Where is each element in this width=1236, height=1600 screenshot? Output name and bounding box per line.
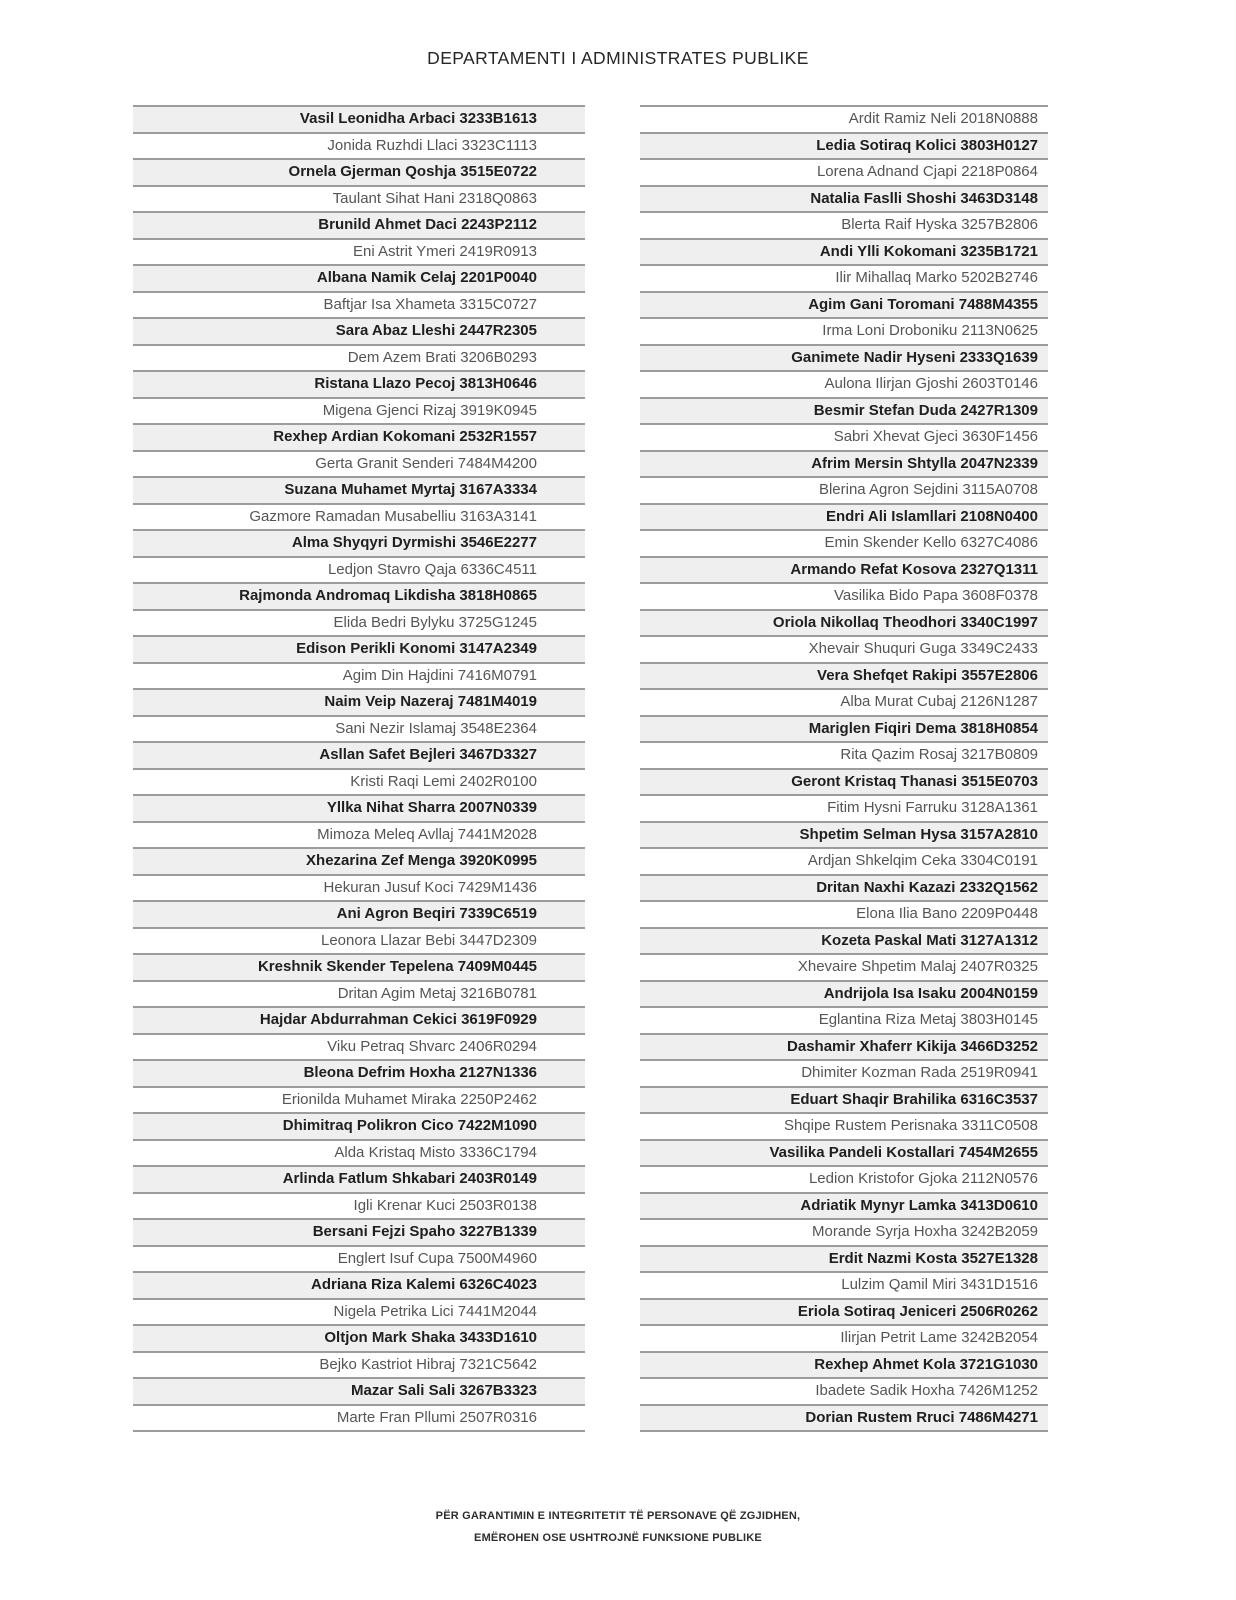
list-row: Erionilda Muhamet Miraka 2250P2462 — [133, 1088, 585, 1115]
list-row: Mazar Sali Sali 3267B3323 — [133, 1379, 585, 1406]
list-row: Shqipe Rustem Perisnaka 3311C0508 — [640, 1114, 1048, 1141]
list-row: Ledion Kristofor Gjoka 2112N0576 — [640, 1167, 1048, 1194]
list-row: Ilirjan Petrit Lame 3242B2054 — [640, 1326, 1048, 1353]
list-row: Edison Perikli Konomi 3147A2349 — [133, 637, 585, 664]
list-row: Shpetim Selman Hysa 3157A2810 — [640, 823, 1048, 850]
list-row: Lulzim Qamil Miri 3431D1516 — [640, 1273, 1048, 1300]
list-row: Sabri Xhevat Gjeci 3630F1456 — [640, 425, 1048, 452]
list-row: Mariglen Fiqiri Dema 3818H0854 — [640, 717, 1048, 744]
list-row: Erdit Nazmi Kosta 3527E1328 — [640, 1247, 1048, 1274]
page-title: DEPARTAMENTI I ADMINISTRATES PUBLIKE — [427, 48, 809, 68]
list-row: Nigela Petrika Lici 7441M2044 — [133, 1300, 585, 1327]
list-row: Ilir Mihallaq Marko 5202B2746 — [640, 266, 1048, 293]
list-row: Yllka Nihat Sharra 2007N0339 — [133, 796, 585, 823]
list-row: Adriatik Mynyr Lamka 3413D0610 — [640, 1194, 1048, 1221]
list-row: Mimoza Meleq Avllaj 7441M2028 — [133, 823, 585, 850]
list-row: Blerta Raif Hyska 3257B2806 — [640, 213, 1048, 240]
list-row: Bleona Defrim Hoxha 2127N1336 — [133, 1061, 585, 1088]
list-row: Ardit Ramiz Neli 2018N0888 — [640, 107, 1048, 134]
list-row: Bersani Fejzi Spaho 3227B1339 — [133, 1220, 585, 1247]
list-row: Gerta Granit Senderi 7484M4200 — [133, 452, 585, 479]
footer-line-1: PËR GARANTIMIN E INTEGRITETIT TË PERSONAVE QË ZGJIDHEN, — [435, 1510, 801, 1522]
list-row: Agim Gani Toromani 7488M4355 — [640, 293, 1048, 320]
list-row: Xhevair Shuquri Guga 3349C2433 — [640, 637, 1048, 664]
list-row: Migena Gjenci Rizaj 3919K0945 — [133, 399, 585, 426]
list-row: Naim Veip Nazeraj 7481M4019 — [133, 690, 585, 717]
list-row: Andrijola Isa Isaku 2004N0159 — [640, 982, 1048, 1009]
list-row: Englert Isuf Cupa 7500M4960 — [133, 1247, 585, 1274]
list-row: Ristana Llazo Pecoj 3813H0646 — [133, 372, 585, 399]
list-row: Hekuran Jusuf Koci 7429M1436 — [133, 876, 585, 903]
list-row: Kreshnik Skender Tepelena 7409M0445 — [133, 955, 585, 982]
list-row: Ganimete Nadir Hyseni 2333Q1639 — [640, 346, 1048, 373]
name-list-column-left — [133, 105, 585, 1432]
list-row: Dhimiter Kozman Rada 2519R0941 — [640, 1061, 1048, 1088]
list-row: Oltjon Mark Shaka 3433D1610 — [133, 1326, 585, 1353]
list-row: Natalia Faslli Shoshi 3463D3148 — [640, 187, 1048, 214]
list-row: Vera Shefqet Rakipi 3557E2806 — [640, 664, 1048, 691]
list-row: Adriana Riza Kalemi 6326C4023 — [133, 1273, 585, 1300]
list-row: Brunild Ahmet Daci 2243P2112 — [133, 213, 585, 240]
list-row: Suzana Muhamet Myrtaj 3167A3334 — [133, 478, 585, 505]
list-row: Ornela Gjerman Qoshja 3515E0722 — [133, 160, 585, 187]
list-row: Oriola Nikollaq Theodhori 3340C1997 — [640, 611, 1048, 638]
list-row: Endri Ali Islamllari 2108N0400 — [640, 505, 1048, 532]
list-row: Rita Qazim Rosaj 3217B0809 — [640, 743, 1048, 770]
list-row: Ardjan Shkelqim Ceka 3304C0191 — [640, 849, 1048, 876]
list-row: Viku Petraq Shvarc 2406R0294 — [133, 1035, 585, 1062]
list-row: Eni Astrit Ymeri 2419R0913 — [133, 240, 585, 267]
list-row: Xhevaire Shpetim Malaj 2407R0325 — [640, 955, 1048, 982]
list-row: Vasil Leonidha Arbaci 3233B1613 — [133, 107, 585, 134]
list-row: Kozeta Paskal Mati 3127A1312 — [640, 929, 1048, 956]
list-row: Armando Refat Kosova 2327Q1311 — [640, 558, 1048, 585]
list-row: Igli Krenar Kuci 2503R0138 — [133, 1194, 585, 1221]
list-row: Ani Agron Beqiri 7339C6519 — [133, 902, 585, 929]
list-row: Geront Kristaq Thanasi 3515E0703 — [640, 770, 1048, 797]
list-row: Emin Skender Kello 6327C4086 — [640, 531, 1048, 558]
list-row: Ledia Sotiraq Kolici 3803H0127 — [640, 134, 1048, 161]
list-row: Gazmore Ramadan Musabelliu 3163A3141 — [133, 505, 585, 532]
footer-line-2: EMËROHEN OSE USHTROJNË FUNKSIONE PUBLIKE — [474, 1531, 762, 1544]
list-row: Elona Ilia Bano 2209P0448 — [640, 902, 1048, 929]
list-row: Rexhep Ahmet Kola 3721G1030 — [640, 1353, 1048, 1380]
list-row: Vasilika Bido Papa 3608F0378 — [640, 584, 1048, 611]
list-row: Elida Bedri Bylyku 3725G1245 — [133, 611, 585, 638]
list-row: Agim Din Hajdini 7416M0791 — [133, 664, 585, 691]
list-row: Xhezarina Zef Menga 3920K0995 — [133, 849, 585, 876]
list-row: Albana Namik Celaj 2201P0040 — [133, 266, 585, 293]
list-row: Eduart Shaqir Brahilika 6316C3537 — [640, 1088, 1048, 1115]
list-row: Alma Shyqyri Dyrmishi 3546E2277 — [133, 531, 585, 558]
list-row: Bejko Kastriot Hibraj 7321C5642 — [133, 1353, 585, 1380]
list-row: Aulona Ilirjan Gjoshi 2603T0146 — [640, 372, 1048, 399]
list-row: Jonida Ruzhdi Llaci 3323C1113 — [133, 134, 585, 161]
list-row: Asllan Safet Bejleri 3467D3327 — [133, 743, 585, 770]
list-row: Sani Nezir Islamaj 3548E2364 — [133, 717, 585, 744]
list-row: Ibadete Sadik Hoxha 7426M1252 — [640, 1379, 1048, 1406]
list-row: Rexhep Ardian Kokomani 2532R1557 — [133, 425, 585, 452]
list-row: Eglantina Riza Metaj 3803H0145 — [640, 1008, 1048, 1035]
list-row: Besmir Stefan Duda 2427R1309 — [640, 399, 1048, 426]
list-row: Morande Syrja Hoxha 3242B2059 — [640, 1220, 1048, 1247]
list-row: Sara Abaz Lleshi 2447R2305 — [133, 319, 585, 346]
list-row: Baftjar Isa Xhameta 3315C0727 — [133, 293, 585, 320]
list-row: Eriola Sotiraq Jeniceri 2506R0262 — [640, 1300, 1048, 1327]
list-row: Taulant Sihat Hani 2318Q0863 — [133, 187, 585, 214]
list-row: Dhimitraq Polikron Cico 7422M1090 — [133, 1114, 585, 1141]
list-row: Andi Ylli Kokomani 3235B1721 — [640, 240, 1048, 267]
list-row: Dritan Agim Metaj 3216B0781 — [133, 982, 585, 1009]
list-row: Dem Azem Brati 3206B0293 — [133, 346, 585, 373]
list-row: Leonora Llazar Bebi 3447D2309 — [133, 929, 585, 956]
list-row: Irma Loni Droboniku 2113N0625 — [640, 319, 1048, 346]
name-list-column-right — [640, 105, 1048, 1432]
list-row: Fitim Hysni Farruku 3128A1361 — [640, 796, 1048, 823]
list-row: Dorian Rustem Rruci 7486M4271 — [640, 1406, 1048, 1433]
footer-note — [0, 1506, 1236, 1549]
list-row: Arlinda Fatlum Shkabari 2403R0149 — [133, 1167, 585, 1194]
list-row: Alda Kristaq Misto 3336C1794 — [133, 1141, 585, 1168]
list-row: Blerina Agron Sejdini 3115A0708 — [640, 478, 1048, 505]
list-row: Ledjon Stavro Qaja 6336C4511 — [133, 558, 585, 585]
list-row: Dritan Naxhi Kazazi 2332Q1562 — [640, 876, 1048, 903]
list-row: Alba Murat Cubaj 2126N1287 — [640, 690, 1048, 717]
list-row: Lorena Adnand Cjapi 2218P0864 — [640, 160, 1048, 187]
list-row: Dashamir Xhaferr Kikija 3466D3252 — [640, 1035, 1048, 1062]
list-row: Marte Fran Pllumi 2507R0316 — [133, 1406, 585, 1433]
list-row: Kristi Raqi Lemi 2402R0100 — [133, 770, 585, 797]
list-row: Hajdar Abdurrahman Cekici 3619F0929 — [133, 1008, 585, 1035]
list-row: Vasilika Pandeli Kostallari 7454M2655 — [640, 1141, 1048, 1168]
list-row: Afrim Mersin Shtylla 2047N2339 — [640, 452, 1048, 479]
list-row: Rajmonda Andromaq Likdisha 3818H0865 — [133, 584, 585, 611]
